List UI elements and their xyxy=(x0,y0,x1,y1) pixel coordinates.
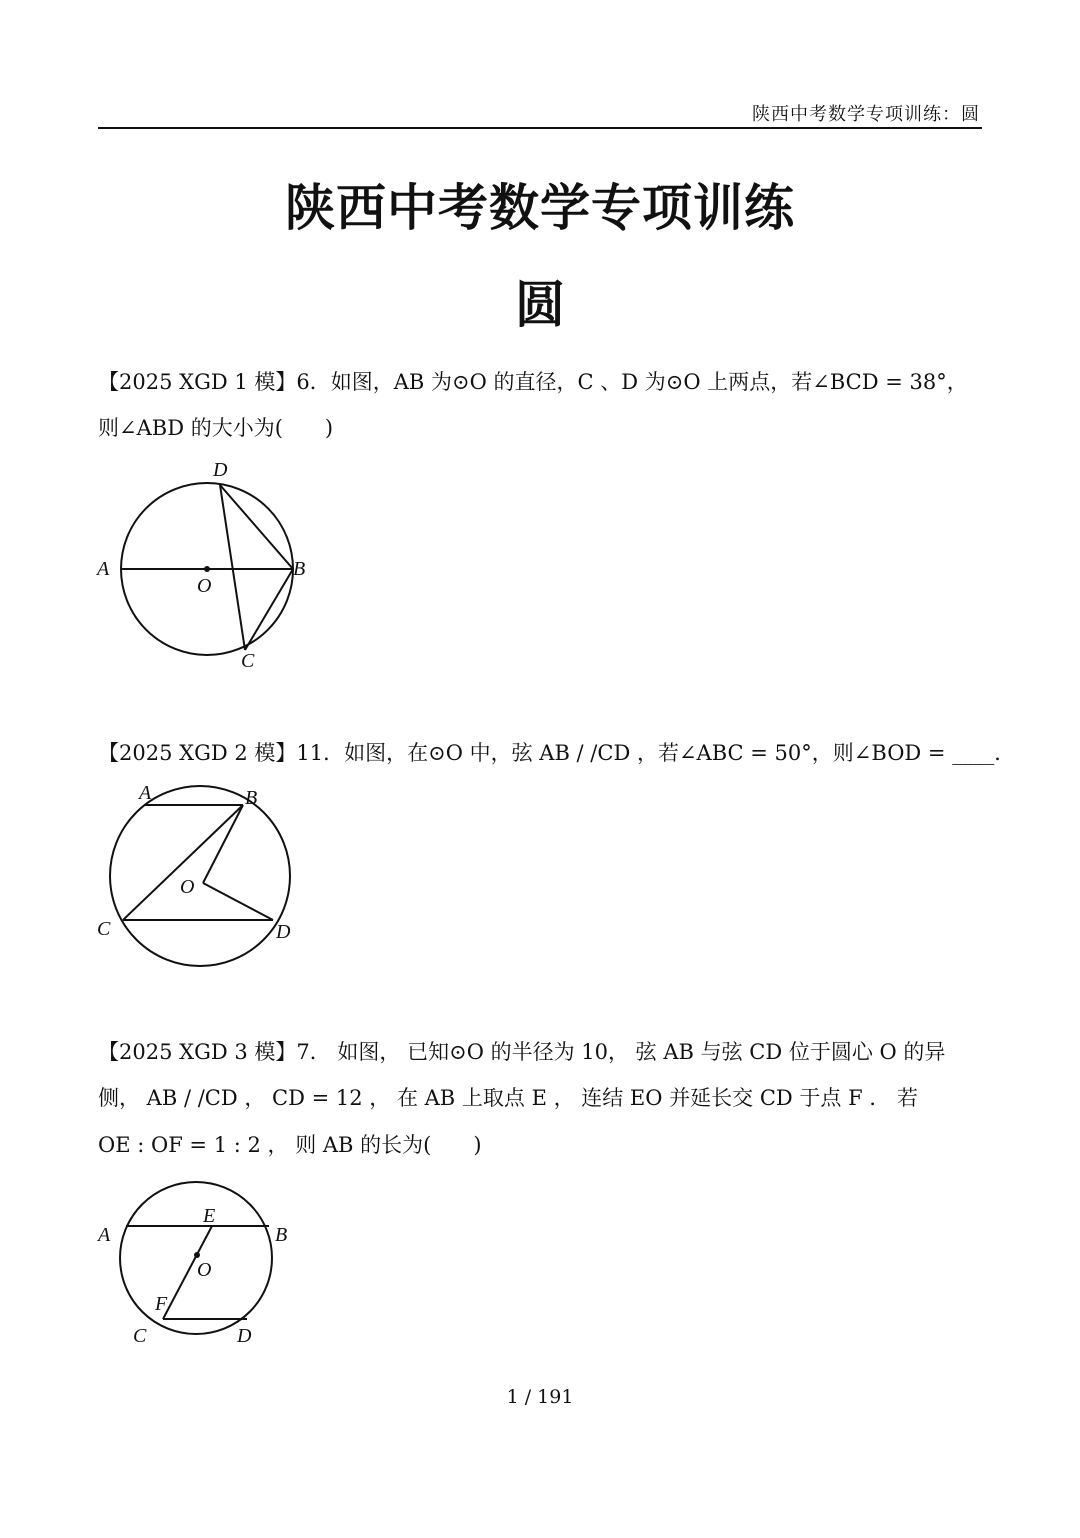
label-d: D xyxy=(276,921,291,943)
label-o: O xyxy=(180,876,195,898)
problem-3-line-1: 【2025 XGD 3 模】7． 如图， 已知⊙O 的半径为 10， 弦 AB 与弦 CD 位于圆心 O 的异 xyxy=(98,1040,946,1064)
center-point xyxy=(194,1252,200,1258)
problem-1-line-1: 【2025 XGD 1 模】6．如图，AB 为⊙O 的直径，C 、D 为⊙O 上两点，若∠BCD = 38°， xyxy=(98,370,968,394)
page-title: 陕西中考数学专项训练 xyxy=(285,179,795,237)
problem-3-line-2: 侧， AB / /CD ， CD = 12 ， 在 AB 上取点 E ， 连结 EO 并延长交 CD 于点 F ． 若 xyxy=(98,1086,919,1110)
label-b: B xyxy=(293,558,306,580)
label-f: F xyxy=(155,1293,168,1315)
label-a: A xyxy=(139,782,152,804)
label-b: B xyxy=(245,787,258,809)
label-d: D xyxy=(237,1325,252,1347)
label-c: C xyxy=(133,1325,147,1347)
segment-bc xyxy=(123,805,243,920)
circle-o xyxy=(110,786,290,966)
label-e: E xyxy=(203,1205,216,1227)
label-c: C xyxy=(97,918,111,940)
label-o: O xyxy=(197,1259,212,1281)
page-subtitle: 圆 xyxy=(515,276,565,334)
label-a: A xyxy=(97,558,110,580)
chord-cb xyxy=(245,569,293,650)
segment-bo xyxy=(203,805,243,883)
problem-2-line-1: 【2025 XGD 2 模】11．如图，在⊙O 中，弦 AB / /CD ，若∠ABC = 50°，则∠BOD = ____． xyxy=(98,741,1016,765)
problem-3-figure xyxy=(95,1175,310,1350)
label-o: O xyxy=(197,575,212,597)
label-b: B xyxy=(275,1224,288,1246)
label-c: C xyxy=(241,650,255,672)
running-header: 陕西中考数学专项训练：圆 xyxy=(752,104,980,125)
problem-2-figure xyxy=(95,780,315,972)
segment-od xyxy=(203,883,273,920)
problem-3-line-3: OE : OF = 1 : 2 ， 则 AB 的长为( ) xyxy=(98,1133,482,1157)
label-d: D xyxy=(213,459,228,481)
header-rule xyxy=(98,127,982,129)
label-a: A xyxy=(98,1224,111,1246)
page-number: 1 / 191 xyxy=(506,1386,574,1408)
problem-1-line-2: 则∠ABD 的大小为( ) xyxy=(98,416,334,440)
center-point xyxy=(204,566,210,572)
problem-1-figure xyxy=(95,455,325,675)
